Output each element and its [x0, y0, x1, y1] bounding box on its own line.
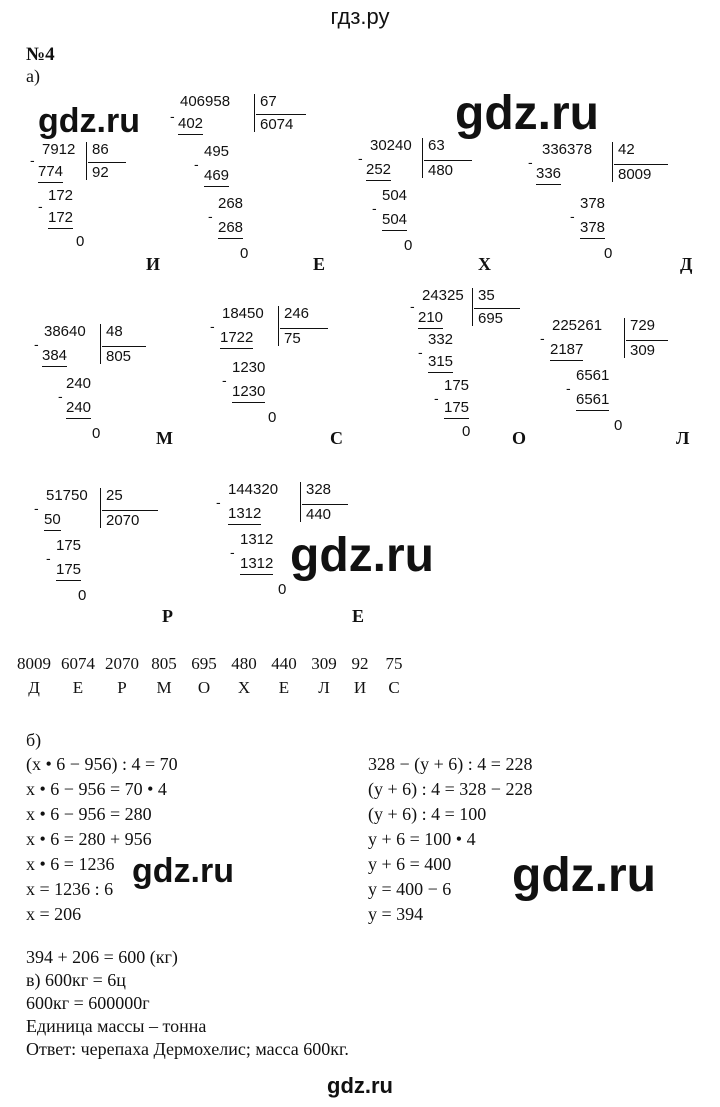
answer-table-letter: О	[197, 678, 211, 697]
answer-letter: М	[156, 428, 173, 448]
equation-line: х • 6 = 280 + 956	[26, 829, 152, 849]
answer-number: 92	[351, 654, 369, 673]
divisor: 246	[284, 305, 310, 322]
answer-number: 695	[191, 654, 217, 673]
step: 0	[404, 237, 413, 254]
watermark: gdz.ru	[512, 849, 656, 902]
step: 0	[278, 581, 287, 598]
step: 268	[218, 195, 244, 212]
quotient: 440	[302, 504, 348, 525]
dividend: 38640	[44, 323, 86, 340]
conclusion-line: 394 + 206 = 600 (кг)	[26, 947, 178, 967]
divisor: 25	[106, 487, 123, 504]
divisor: 35	[478, 287, 495, 304]
dividend: 30240	[370, 137, 412, 154]
divisor: 729	[630, 317, 656, 334]
quotient: 309	[626, 340, 668, 361]
dividend: 18450	[222, 305, 264, 322]
answer-table-letter: Л	[318, 678, 330, 697]
equation-line: у + 6 = 400	[368, 854, 452, 874]
quotient: 805	[102, 346, 146, 367]
answer-letter: Д	[680, 254, 693, 274]
step: 240	[66, 375, 92, 392]
part-a-label: а)	[26, 66, 40, 86]
step: 175	[444, 398, 469, 419]
quotient: 75	[280, 328, 328, 349]
divisor: 86	[92, 141, 109, 158]
answer-table-letter: Р	[117, 678, 127, 697]
dividend: 406958	[180, 93, 231, 110]
step: 210	[418, 308, 443, 329]
equation-x-solution	[26, 752, 178, 927]
step: 0	[76, 233, 85, 250]
step: 0	[240, 245, 249, 262]
answer-table-letter: Е	[278, 678, 290, 697]
answer-number: 75	[385, 654, 403, 673]
conclusion-line: в) 600кг = 6ц	[26, 970, 126, 990]
answer-number: 309	[311, 654, 337, 673]
step: 378	[580, 195, 606, 212]
answer-table	[14, 654, 474, 702]
equation-line: (у + 6) : 4 = 100	[368, 804, 487, 824]
answer-letter: Л	[676, 428, 690, 448]
dividend: 225261	[552, 317, 603, 334]
step: 1312	[228, 504, 261, 525]
answer-letter: С	[330, 428, 343, 448]
step: 50	[44, 510, 61, 531]
answer-letter: Е	[352, 606, 365, 626]
answer-line: Ответ: черепаха Дермохелис; масса 600кг.	[26, 1039, 349, 1059]
step: 332	[428, 331, 454, 348]
watermark: gdz.ru	[38, 102, 140, 140]
step: 0	[604, 245, 613, 262]
divisor: 67	[260, 93, 277, 110]
answer-letter: Р	[162, 606, 173, 626]
conclusion-line: Единица массы – тонна	[26, 1016, 207, 1036]
step: 175	[56, 560, 81, 581]
step: 336	[536, 164, 561, 185]
step: 175	[444, 377, 470, 394]
divisor: 48	[106, 323, 123, 340]
dividend: 51750	[46, 487, 88, 504]
step: 1722	[220, 328, 253, 349]
step: 172	[48, 187, 74, 204]
equation-line: х • 6 − 956 = 280	[26, 804, 152, 824]
step: 378	[580, 218, 605, 239]
answer-number: 805	[151, 654, 177, 673]
step: 1230	[232, 359, 266, 376]
step: 1312	[240, 554, 273, 575]
answer-table-letter: Д	[28, 678, 40, 697]
watermark: gdz.ru	[455, 87, 599, 140]
quotient: 8009	[614, 164, 668, 185]
watermark: gdz.ru	[290, 529, 434, 582]
equation-line: у + 6 = 100 • 4	[368, 829, 476, 849]
conclusion-line: 600кг = 600000г	[26, 993, 150, 1013]
quotient: 2070	[102, 510, 158, 531]
answer-number: 8009	[17, 654, 51, 673]
step: 172	[48, 208, 73, 229]
quotient: 695	[474, 308, 520, 329]
answer-letter: Х	[478, 254, 491, 274]
step: 384	[42, 346, 67, 367]
step: 0	[92, 425, 101, 442]
step: 6561	[576, 390, 609, 411]
divisor: 328	[306, 481, 332, 498]
step: 315	[428, 352, 453, 373]
site-footer[interactable]: gdz.ru	[327, 1073, 393, 1098]
answer-number: 6074	[61, 654, 95, 673]
equation-line: у = 394	[368, 904, 424, 924]
dividend: 336378	[542, 141, 593, 158]
dividend: 144320	[228, 481, 279, 498]
equation-line: х • 6 = 1236	[26, 854, 115, 874]
equation-line: 328 − (у + 6) : 4 = 228	[368, 754, 533, 774]
step: 0	[268, 409, 277, 426]
step: 175	[56, 537, 82, 554]
quotient: 480	[424, 160, 472, 181]
equation-line: у = 400 − 6	[368, 879, 452, 899]
step: 774	[38, 162, 63, 183]
step: 240	[66, 398, 91, 419]
watermark: gdz.ru	[132, 852, 234, 890]
answer-number: 480	[231, 654, 257, 673]
dividend: 24325	[422, 287, 464, 304]
step: 504	[382, 210, 407, 231]
dividend: 7912	[42, 141, 76, 158]
step: 402	[178, 114, 203, 135]
problem-number: №4	[26, 44, 55, 65]
equation-line: (у + 6) : 4 = 328 − 228	[368, 779, 533, 799]
equation-line: х = 206	[26, 904, 82, 924]
equation-y-solution	[368, 752, 532, 927]
step: 504	[382, 187, 408, 204]
answer-letter: И	[146, 254, 161, 274]
part-b-label: б)	[26, 730, 42, 750]
step: 268	[218, 218, 243, 239]
site-header[interactable]: гдз.ру	[330, 4, 390, 29]
step: 252	[366, 160, 391, 181]
step: 1230	[232, 382, 265, 403]
equation-line: (х • 6 − 956) : 4 = 70	[26, 754, 178, 774]
answer-table-letter: И	[353, 678, 367, 697]
step: 6561	[576, 367, 610, 384]
divisor: 42	[618, 141, 635, 158]
step: 1312	[240, 531, 274, 548]
answer-table-letter: М	[156, 678, 172, 697]
equation-line: х • 6 − 956 = 70 • 4	[26, 779, 167, 799]
step: 0	[462, 423, 471, 440]
quotient: 92	[88, 162, 126, 183]
divisor: 63	[428, 137, 445, 154]
step: 0	[614, 417, 623, 434]
conclusion	[26, 946, 349, 1061]
step: 2187	[550, 340, 583, 361]
answer-table-letter: Х	[237, 678, 251, 697]
quotient: 6074	[256, 114, 306, 135]
step: 495	[204, 143, 230, 160]
step: 0	[78, 587, 87, 604]
answer-table-letter: Е	[72, 678, 84, 697]
answer-table-letter: С	[388, 678, 400, 697]
answer-letter: О	[512, 428, 527, 448]
answer-letter: Е	[313, 254, 326, 274]
equation-line: х = 1236 : 6	[26, 879, 114, 899]
answer-number: 2070	[105, 654, 139, 673]
step: 469	[204, 166, 229, 187]
answer-number: 440	[271, 654, 297, 673]
